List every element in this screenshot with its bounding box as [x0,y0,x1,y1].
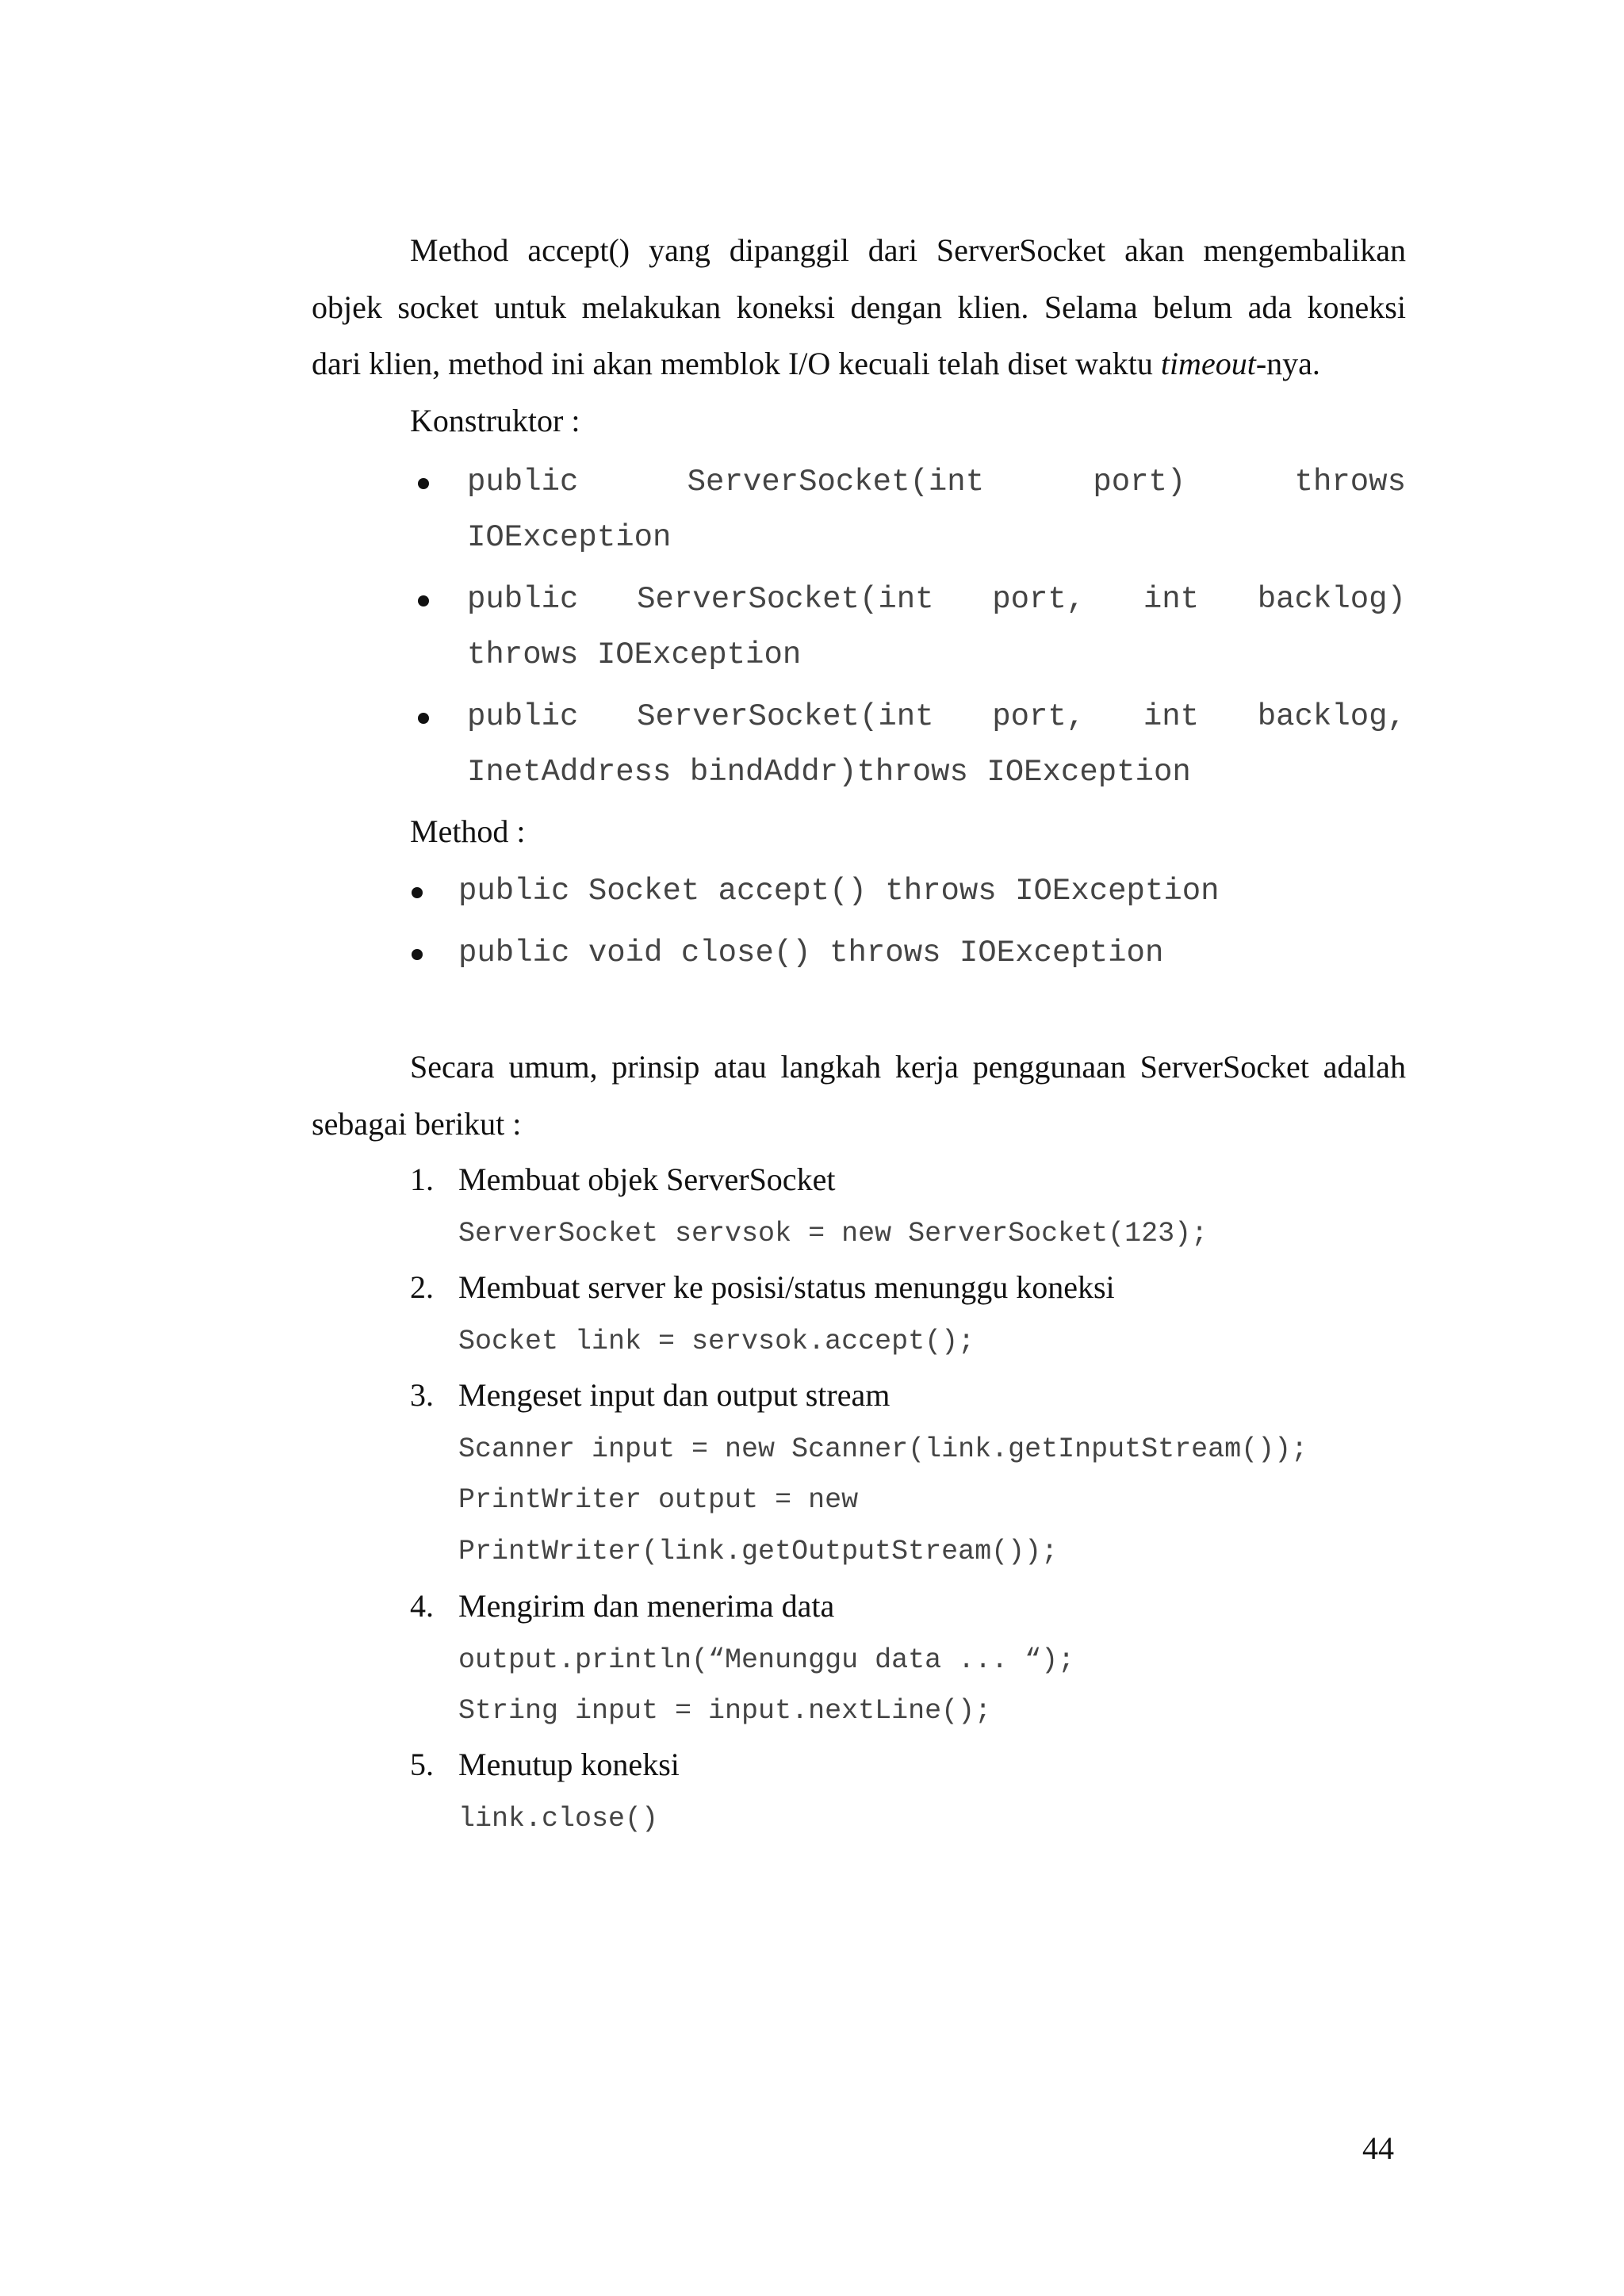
word: public [467,699,579,734]
word: ServerSocket(int [637,699,934,734]
paragraph1-line3-text: dari klien, method ini akan memblok I/O kecuali telah diset waktu [312,346,1161,381]
word: ServerSocket(int [687,465,985,499]
word: objek [312,289,382,325]
word: kerja [894,1049,959,1085]
step-code-line: PrintWriter(link.getOutputStream()); [458,1536,1059,1567]
word: int [1143,582,1200,617]
step-number: 4. [410,1588,434,1624]
konstruktor-item-3-line1 [467,699,1406,734]
konstruktor-item-2-line2: throws IOException [467,637,802,672]
word: koneksi [1307,289,1406,325]
paragraph1-line3-italic: timeout [1160,346,1256,381]
step-number: 1. [410,1161,434,1197]
word: accept() [527,232,630,268]
word: prinsip [611,1049,700,1085]
step-title: Membuat objek ServerSocket [458,1161,836,1197]
step-code-line: ServerSocket servsok = new ServerSocket(123); [458,1218,1208,1249]
step-code-line: Socket link = servsok.accept(); [458,1326,975,1357]
step-code-line: Scanner input = new Scanner(link.getInputStream()); [458,1433,1308,1465]
word: port, [992,582,1086,617]
step-number: 5. [410,1747,434,1782]
konstruktor-item-2-line1 [467,582,1406,617]
word: belum [1153,289,1233,325]
bullet-icon [418,713,429,724]
step-title: Mengirim dan menerima data [458,1588,835,1624]
step-code-line: link.close() [458,1803,659,1835]
paragraph2-line2: sebagai berikut : [312,1106,522,1142]
word: koneksi [736,289,835,325]
step-code-line: PrintWriter output = new [458,1484,859,1516]
konstruktor-item-1-line2: IOException [467,520,672,555]
page-number: 44 [1362,2130,1394,2166]
method-heading: Method : [410,813,526,849]
word: dari [868,232,917,268]
word: ServerSocket(int [637,582,934,617]
method-item-2: public void close() throws IOException [458,936,1164,970]
word: adalah [1323,1049,1406,1085]
word: umum, [508,1049,598,1085]
word: ServerSocket [936,232,1106,268]
word: ServerSocket [1139,1049,1309,1085]
paragraph1-line2 [312,289,1406,326]
word: ada [1247,289,1293,325]
step-title: Mengeset input dan output stream [458,1377,891,1413]
paragraph2-line1 [410,1048,1406,1085]
konstruktor-item-1-line1 [467,465,1406,499]
word: klien. [957,289,1029,325]
word: melakukan [581,289,722,325]
konstruktor-heading: Konstruktor : [410,403,580,438]
step-title: Menutup koneksi [458,1747,680,1782]
bullet-icon [418,478,429,489]
word: port, [992,699,1086,734]
word: public [467,465,579,499]
paragraph1-line3 [312,345,1320,382]
word: dipanggil [729,232,849,268]
word: socket [397,289,479,325]
word: untuk [494,289,567,325]
word: langkah [780,1049,882,1085]
method-item-1: public Socket accept() throws IOException [458,874,1220,909]
word: mengembalikan [1203,232,1406,268]
bullet-icon [412,949,423,960]
word: penggunaan [972,1049,1126,1085]
word: throws [1294,465,1406,499]
word: int [1143,699,1200,734]
step-number: 2. [410,1269,434,1305]
word: port) [1093,465,1186,499]
paragraph1-line1 [410,232,1406,269]
word: public [467,582,579,617]
step-code-line: String input = input.nextLine(); [458,1695,992,1727]
word: atau [714,1049,767,1085]
paragraph1-line3-suffix: -nya. [1255,346,1320,381]
step-title: Membuat server ke posisi/status menunggu koneksi [458,1269,1115,1305]
konstruktor-item-3-line2: InetAddress bindAddr)throws IOException [467,755,1191,790]
word: Selama [1044,289,1138,325]
bullet-icon [418,595,429,607]
word: backlog) [1257,582,1406,617]
bullet-icon [412,887,423,898]
word: backlog, [1257,699,1406,734]
step-number: 3. [410,1377,434,1413]
step-code-line: output.println(“Menunggu data ... “); [458,1644,1075,1676]
word: Method [410,232,509,268]
word: dengan [850,289,942,325]
word: yang [649,232,710,268]
word: akan [1124,232,1185,268]
word: Secara [410,1049,495,1085]
